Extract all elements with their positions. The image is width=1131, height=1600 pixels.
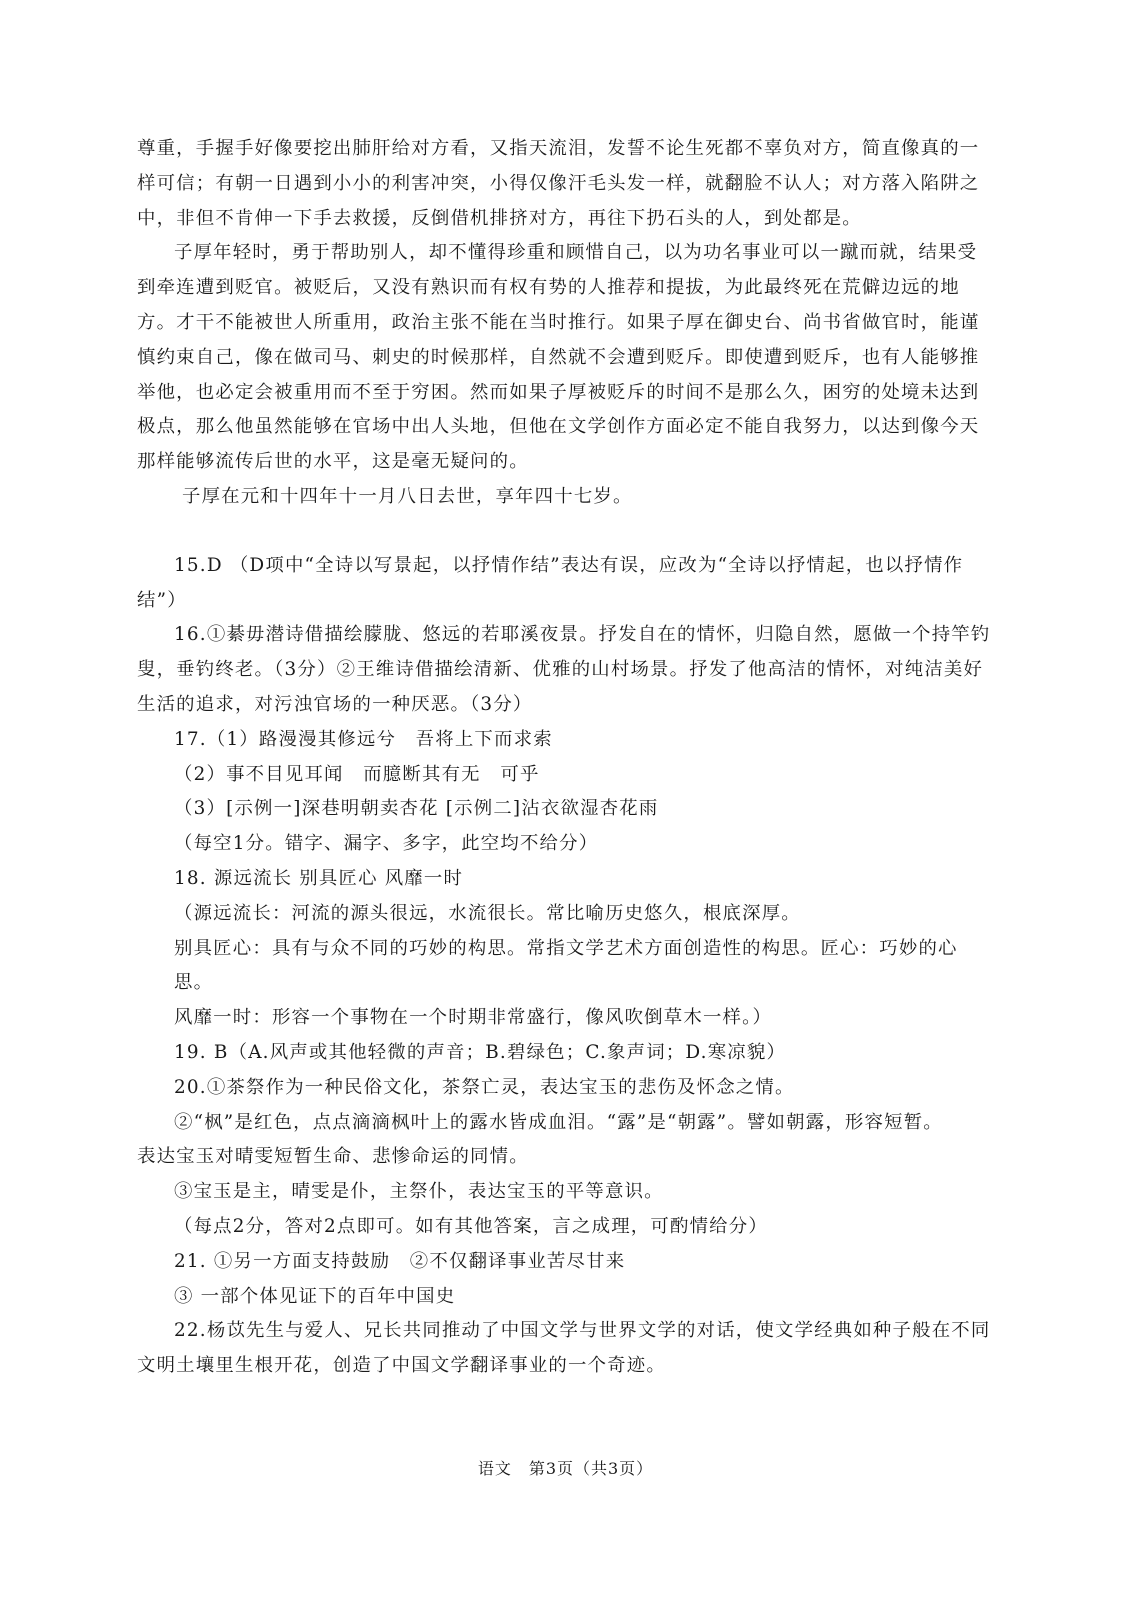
page-content [137, 132, 995, 1384]
answer-17-3: （3）[示例一]深巷明朝卖杏花 [示例二]沾衣欲湿杏花雨 [174, 798, 659, 820]
answer-15: 15.D （D项中“全诗以写景起，以抒情作结”表达有误，应改为“全诗以抒情起，也以抒情作结”） [137, 554, 964, 611]
page-footer: 语文 第3页（共3页） [477, 1459, 654, 1478]
translation-paragraph-2: 子厚年轻时，勇于帮助别人，却不懂得珍重和顾惜自己，以为功名事业可以一蹴而就，结果受到牵连遭到贬官。被贬后，又没有熟识而有权有势的人推荐和提拔，为此最终死在荒僻边远的地方。才干不能被世人所重用，政治主张不能在当时推行。如果子厚在御史台、尚书省做官时，能谨慎约束自己，像在做司马、刺史的时候那样，自然就不会遭到贬斥。即使遭到贬斥，也有人能够推举他，也必定会被重用而不至于穷困。然而如果子厚被贬斥的时间不是那么久，困穷的处境未达到极点，那么他虽然能够在官场中出人头地，但他在文学创作方面必定不能自我努力，以达到像今天那样能够流传后世的水平，这是毫无疑问的。 [137, 242, 980, 473]
answer-17-2: （2）事不目见耳闻 而臆断其有无 可乎 [174, 763, 540, 785]
answer-21-2: ③ 一部个体见证下的百年中国史 [174, 1285, 456, 1307]
answer-17-note: （每空1分。错字、漏字、多字，此空均不给分） [174, 833, 599, 855]
answer-20-2: ②“枫”是红色，点点滴滴枫叶上的露水皆成血泪。“露”是“朝露”。譬如朝露，形容短暂。 [174, 1111, 943, 1133]
answer-21-1: 21. ①另一方面支持鼓励 ②不仅翻译事业苦尽甘来 [174, 1250, 626, 1272]
answer-20-2-continued: 表达宝玉对晴雯短暂生命、悲惨命运的同情。 [137, 1146, 529, 1168]
answer-19: 19. B（A.风声或其他轻微的声音；B.碧绿色；C.象声词；D.寒凉貌） [174, 1041, 787, 1063]
answer-17-1: 17.（1）路漫漫其修远兮 吾将上下而求索 [174, 728, 553, 750]
answer-22: 22.杨苡先生与爱人、兄长共同推动了中国文学与世界文学的对话，使文学经典如种子般在不同文明土壤里生根开花，创造了中国文学翻译事业的一个奇迹。 [137, 1320, 991, 1377]
answer-16: 16.①綦毋潜诗借描绘朦胧、悠远的若耶溪夜景。抒发自在的情怀，归隐自然，愿做一个持竿钓叟，垂钓终老。（3分）②王维诗借描绘清新、优雅的山村场景。抒发了他高洁的情怀，对纯洁美好生活的追求，对污浊官场的一种厌恶。（3分） [137, 624, 991, 715]
answer-18-explanation-1: （源远流长：河流的源头很远，水流很长。常比喻历史悠久，根底深厚。 [174, 902, 801, 924]
answer-20-1: 20.①茶祭作为一种民俗文化，茶祭亡灵，表达宝玉的悲伤及怀念之情。 [174, 1076, 795, 1098]
answer-18: 18. 源远流长 别具匠心 风靡一时 [174, 867, 464, 889]
answer-18-explanation-3: 风靡一时：形容一个事物在一个时期非常盛行，像风吹倒草木一样。） [174, 1007, 773, 1029]
answer-20-3: ③宝玉是主，晴雯是仆，主祭仆，表达宝玉的平等意识。 [174, 1181, 664, 1203]
answer-20-note: （每点2分，答对2点即可。如有其他答案，言之成理，可酌情给分） [174, 1215, 768, 1237]
translation-paragraph-3: 子厚在元和十四年十一月八日去世，享年四十七岁。 [182, 485, 633, 507]
translation-paragraph-1: 尊重，手握手好像要挖出肺肝给对方看，又指天流泪，发誓不论生死都不辜负对方，简直像真的一样可信；有朝一日遇到小小的利害冲突，小得仅像汗毛头发一样，就翻脸不认人；对方落入陷阱之中，非但不肯伸一下手去救援，反倒借机排挤对方，再往下扔石头的人，到处都是。 [137, 138, 980, 229]
section-gap [137, 515, 995, 549]
answer-18-explanation-2: 别具匠心：具有与众不同的巧妙的构思。常指文学艺术方面创造性的构思。匠心：巧妙的心思。 [174, 937, 958, 994]
